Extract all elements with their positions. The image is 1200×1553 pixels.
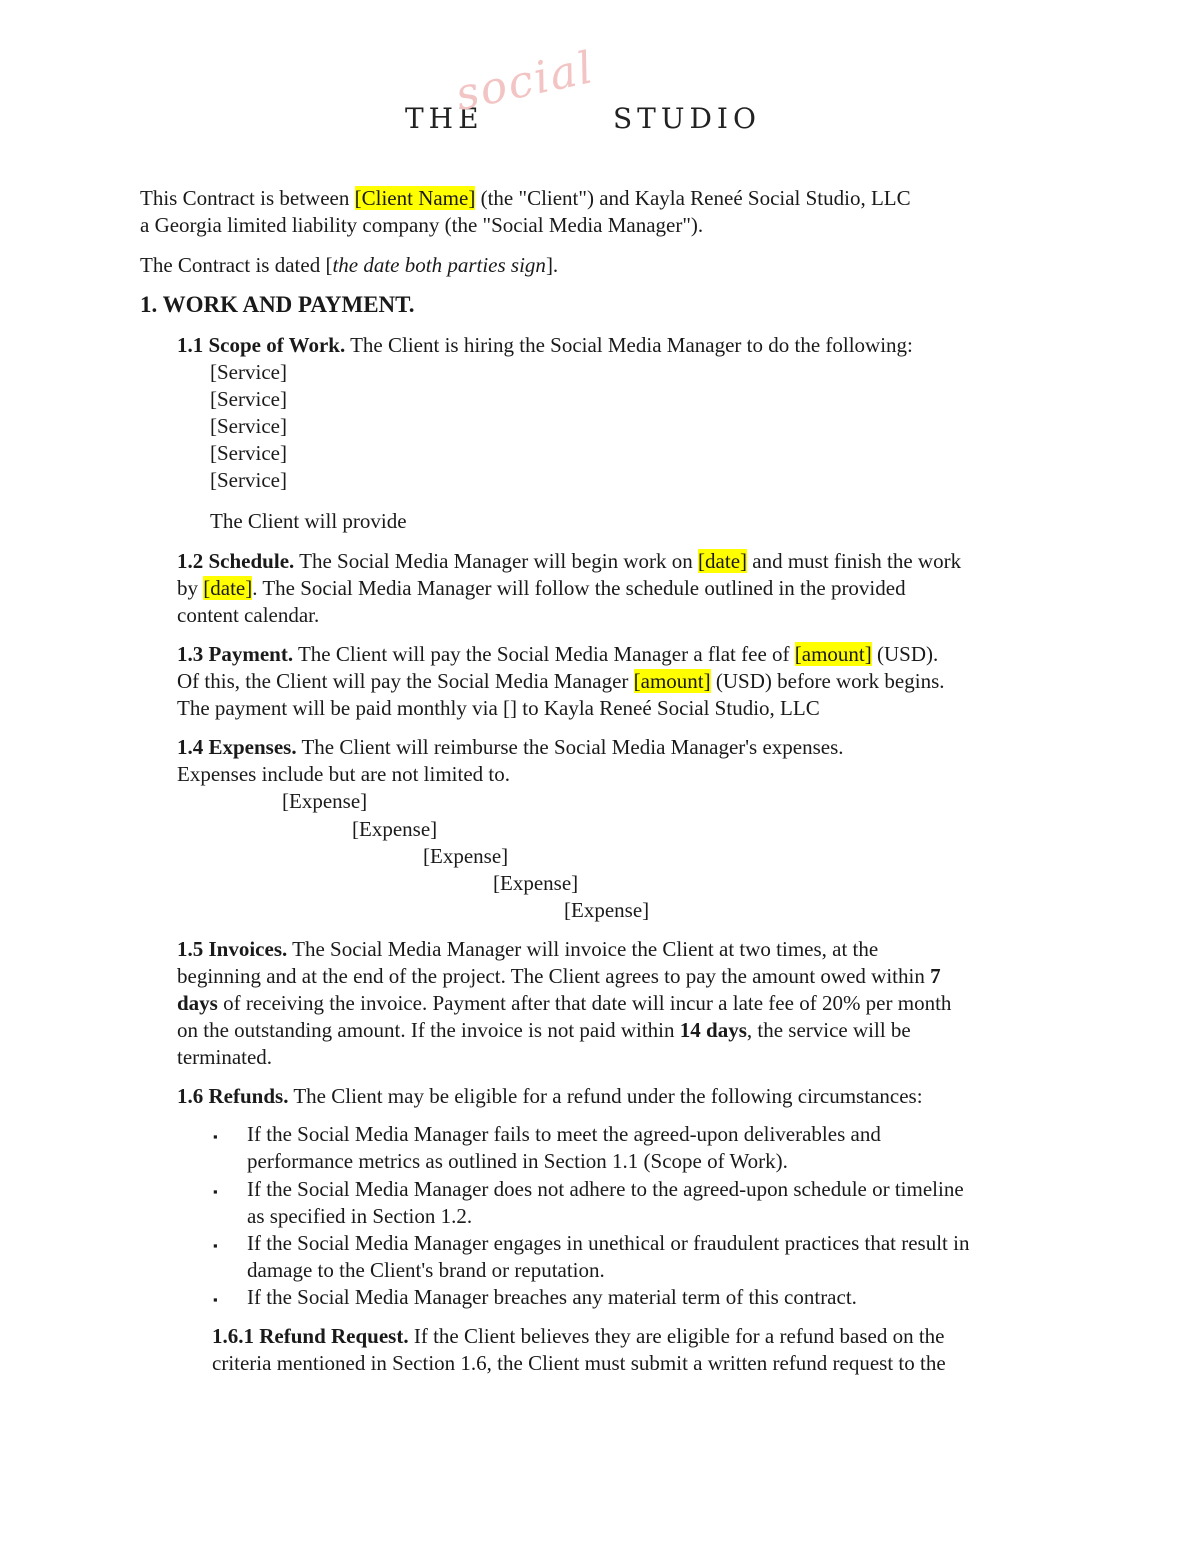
intro-line-1: [140, 185, 911, 212]
days-value: days: [177, 991, 218, 1015]
clause-title: 1.5 Invoices.: [177, 937, 288, 961]
clause-text: . The Social Media Manager will follow the schedule outlined in the provided: [252, 576, 906, 600]
clause-title: 1.3 Payment.: [177, 642, 294, 666]
clause-text: (USD) before work begins.: [710, 669, 945, 693]
clause-text: (USD).: [871, 642, 939, 666]
clause-text: and must finish the work: [747, 549, 962, 573]
intro-text: This Contract is between: [140, 186, 355, 210]
payment-line-1: [177, 641, 938, 668]
expenses-line-2: Expenses include but are not limited to.: [177, 762, 511, 786]
refund-condition: If the Social Media Manager fails to meet the agreed-upon deliverables and: [247, 1122, 881, 1146]
refund-condition: If the Social Media Manager breaches any material term of this contract.: [247, 1285, 857, 1309]
invoices-line-3: [177, 990, 951, 1017]
days-value: 14 days: [679, 1018, 747, 1042]
logo-studio-text: STUDIO: [613, 102, 761, 135]
scope-of-work-line: [177, 332, 913, 359]
contract-date-line: [140, 252, 558, 279]
refund-condition: damage to the Client's brand or reputation.: [247, 1258, 605, 1282]
clause-text: Of this, the Client will pay the Social Media Manager: [177, 669, 634, 693]
date-text: ].: [545, 253, 559, 277]
clause-text: The Client may be eligible for a refund under the following circumstances:: [288, 1084, 923, 1108]
clause-title: 1.6 Refunds.: [177, 1084, 289, 1108]
expense-item: [Expense]: [352, 817, 438, 841]
payment-line-2: [177, 668, 945, 695]
clause-text: by: [177, 576, 204, 600]
clause-title: 1.6.1 Refund Request.: [212, 1324, 409, 1348]
client-name-placeholder: [Client Name]: [354, 186, 476, 210]
intro-line-2: a Georgia limited liability company (the "Social Media Manager").: [140, 213, 704, 237]
clause-text: The Client is hiring the Social Media Manager to do the following:: [345, 333, 913, 357]
bullet-icon: ▪: [213, 1238, 218, 1253]
refund-request-line-1: [212, 1323, 945, 1350]
refunds-line-1: [177, 1083, 923, 1110]
schedule-line-2: [177, 575, 906, 602]
clause-text: The Client will reimburse the Social Media Manager's expenses.: [296, 735, 844, 759]
schedule-line-3: content calendar.: [177, 603, 320, 627]
clause-text: The Social Media Manager will invoice the Client at two times, at the: [287, 937, 879, 961]
invoices-line-5: terminated.: [177, 1045, 273, 1069]
expense-item: [Expense]: [423, 844, 509, 868]
clause-text: , the service will be: [746, 1018, 911, 1042]
schedule-line-1: [177, 548, 961, 575]
refund-condition: If the Social Media Manager engages in unethical or fraudulent practices that result in: [247, 1231, 970, 1255]
date-placeholder: [date]: [698, 549, 748, 573]
refund-condition: performance metrics as outlined in Section 1.1 (Scope of Work).: [247, 1149, 788, 1173]
refund-request-line-2: criteria mentioned in Section 1.6, the Client must submit a written refund request to the: [212, 1351, 946, 1375]
service-item: [Service]: [210, 414, 287, 438]
clause-title: 1.4 Expenses.: [177, 735, 297, 759]
clause-text: beginning and at the end of the project. The Client agrees to pay the amount owed within: [177, 964, 931, 988]
clause-text: If the Client believes they are eligible for a refund based on the: [408, 1324, 945, 1348]
bullet-icon: ▪: [213, 1292, 218, 1307]
expense-item: [Expense]: [282, 789, 368, 813]
amount-placeholder: [amount]: [633, 669, 711, 693]
logo-the-text: THE: [405, 102, 484, 135]
service-item: [Service]: [210, 441, 287, 465]
logo-script-text: social: [451, 41, 599, 122]
invoices-line-2: [177, 963, 941, 990]
expense-item: [Expense]: [493, 871, 579, 895]
client-provide-line: The Client will provide: [210, 509, 407, 533]
expense-item: [Expense]: [564, 898, 650, 922]
expenses-line-1: [177, 734, 844, 761]
clause-text: of receiving the invoice. Payment after that date will incur a late fee of 20% per month: [217, 991, 952, 1015]
date-placeholder: the date both parties sign: [332, 253, 546, 277]
refund-condition: If the Social Media Manager does not adhere to the agreed-upon schedule or timeline: [247, 1177, 964, 1201]
bullet-icon: ▪: [213, 1129, 218, 1144]
clause-text: The Client will pay the Social Media Manager a flat fee of: [293, 642, 795, 666]
clause-text: The Social Media Manager will begin work on: [294, 549, 699, 573]
date-text: The Contract is dated [: [140, 253, 333, 277]
clause-title: 1.2 Schedule.: [177, 549, 295, 573]
invoices-line-4: [177, 1017, 911, 1044]
invoices-line-1: [177, 936, 878, 963]
refund-condition: as specified in Section 1.2.: [247, 1204, 473, 1228]
days-value: 7: [930, 964, 941, 988]
section-heading: 1. WORK AND PAYMENT.: [140, 292, 415, 317]
date-placeholder: [date]: [203, 576, 253, 600]
clause-text: on the outstanding amount. If the invoice is not paid within: [177, 1018, 680, 1042]
amount-placeholder: [amount]: [794, 642, 872, 666]
service-item: [Service]: [210, 360, 287, 384]
intro-text: (the "Client") and Kayla Reneé Social Studio, LLC: [475, 186, 911, 210]
clause-title: 1.1 Scope of Work.: [177, 333, 346, 357]
payment-line-3: The payment will be paid monthly via [] to Kayla Reneé Social Studio, LLC: [177, 696, 820, 720]
service-item: [Service]: [210, 387, 287, 411]
bullet-icon: ▪: [213, 1184, 218, 1199]
service-item: [Service]: [210, 468, 287, 492]
